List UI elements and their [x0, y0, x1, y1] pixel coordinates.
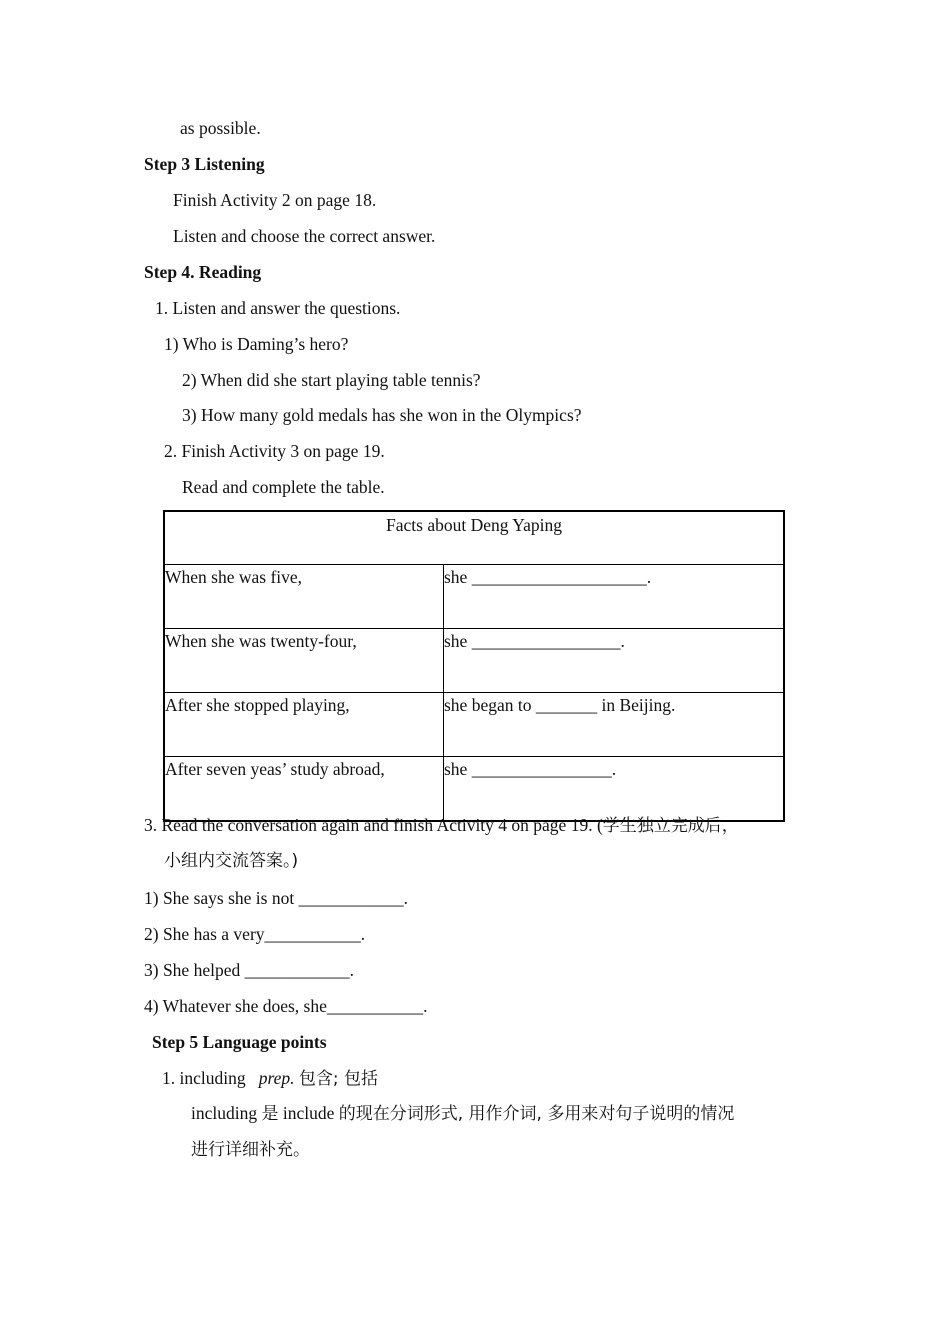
table-cell-when: After she stopped playing, [164, 693, 444, 757]
exp-word-2: include [282, 1103, 335, 1123]
task3-english: 3. Read the conversation again and finish Activity 4 on page 19. ( [144, 815, 603, 835]
table-cell-what: she ________________. [444, 757, 785, 822]
question-2: 2) When did she start playing table tennis? [182, 370, 481, 390]
step3-line-2: Listen and choose the correct answer. [173, 226, 436, 246]
table-cell-what: she _________________. [444, 629, 785, 693]
point-meaning: 包含; 包括 [298, 1069, 379, 1089]
fill-item-4: 4) Whatever she does, she___________. [144, 996, 428, 1016]
task3-chinese-1: 学生独立完成后， [602, 816, 739, 836]
fill-item-3: 3) She helped ____________. [144, 960, 354, 980]
step3-line-1: Finish Activity 2 on page 18. [173, 190, 377, 210]
language-point-1 [162, 1067, 378, 1090]
step3-heading: Step 3 Listening [144, 154, 265, 174]
table-cell-when: When she was twenty-four, [164, 629, 444, 693]
table-cell-when: After seven yeas’ study abroad, [164, 757, 444, 822]
intro-continuation: as possible. [180, 118, 261, 138]
explanation-line-2: 进行详细补充。 [191, 1140, 310, 1160]
step4-task2-sub: Read and complete the table. [182, 477, 385, 497]
exp-cn-1: 是 [261, 1104, 279, 1124]
question-1: 1) Who is Daming’s hero? [164, 334, 349, 354]
table-cell-what: she began to _______ in Beijing. [444, 693, 785, 757]
facts-table [163, 510, 785, 822]
step4-task1: 1. Listen and answer the questions. [155, 298, 401, 318]
step4-task3 [144, 814, 739, 837]
table-title: Facts about Deng Yaping [164, 511, 784, 565]
table-cell-what: she ____________________. [444, 565, 785, 629]
point-word: 1. including [162, 1068, 246, 1088]
fill-item-2: 2) She has a very___________. [144, 924, 366, 944]
step4-task2: 2. Finish Activity 3 on page 19. [164, 441, 385, 461]
step4-heading: Step 4. Reading [144, 262, 262, 282]
step5-heading: Step 5 Language points [152, 1032, 327, 1052]
question-3: 3) How many gold medals has she won in the Olympics? [182, 405, 582, 425]
table-cell-when: When she was five, [164, 565, 444, 629]
explanation-line-1 [191, 1102, 734, 1125]
point-part-of-speech: prep. [258, 1068, 295, 1088]
fill-item-1: 1) She says she is not ____________. [144, 888, 408, 908]
exp-cn-2: 的现在分词形式, 用作介词, 多用来对句子说明的情况 [338, 1104, 735, 1124]
exp-word-1: including [191, 1103, 258, 1123]
task3-chinese-2: 小组内交流答案。) [164, 851, 299, 871]
